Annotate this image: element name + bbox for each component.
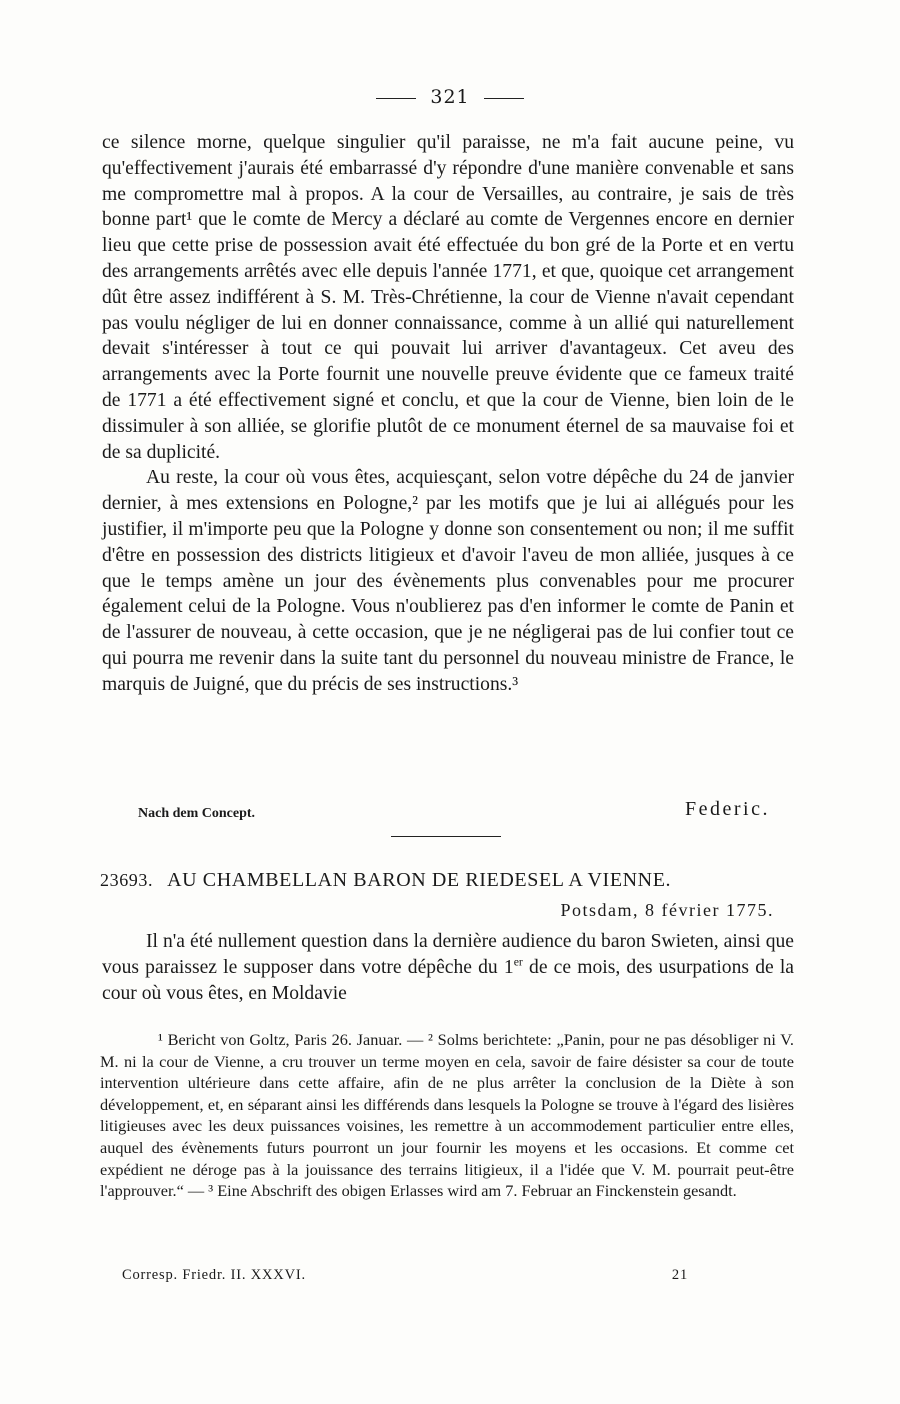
document-text-end: de ce mois, des usurpations de la cour où vous êtes, en Moldavie — [102, 956, 794, 1004]
signer-name: Federic. — [685, 798, 770, 820]
document-text-start: Il n'a été nullement question dans la dernière audience du baron Swieten, ainsi que vous paraissez le supposer dans votre dépêche du — [102, 931, 794, 978]
footnotes — [100, 1029, 794, 1202]
document-number: 23693. — [100, 870, 154, 890]
header-dash-left — [376, 98, 416, 99]
page-number: 321 — [430, 86, 470, 108]
paragraph-1: ce silence morne, quelque singulier qu'il paraisse, ne m'a fait aucune peine, vu qu'effectivement j'aurais été embarrassé d'y répondre d'une manière convenable et sans me compromettre mal à propos. A la cour de Versailles, au contraire, je sais de très bonne part¹ que le comte de Mercy a déclaré au comte de Vergennes encore en dernier lieu que cette prise de possession avait été effectuée du bon gré de la Porte et en vertu des arrangements arrêtés avec elle depuis l'année 1771, et que, quoique cet arrangement dût être assez indifférent à S. M. Très-Chrétienne, la cour de Vienne n'avait cependant pas voulu négliger de lui en donner connaissance, comme à un allié qui naturellement devait s'intéresser à tout ce qui pouvait lui arriver d'avantageux. Cet aveu des arrangements avec la Porte fournit une nouvelle preuve évidente que ce fameux traité de 1771 a été effectivement signé et conclu, et que la cour de Vienne, bien loin de le dissimuler à son alliée, se glorifie plutôt de ce monument éternel de sa mauvaise foi et de sa duplicité. — [102, 132, 794, 463]
page-footer — [122, 1267, 688, 1284]
header-dash-right — [484, 98, 524, 99]
main-text — [102, 130, 794, 698]
section-divider — [391, 836, 501, 837]
paragraph-2: Au reste, la cour où vous êtes, acquiesçant, selon votre dépêche du 24 de janvier dernier, à mes extensions en Pologne,² par les motifs que je lui ai allégués pour les justifier, il m'importe peu que la Pologne y donne son consentement ou non; il me suffit d'être en possession des districts litigieux et d'avoir l'aveu de mon alliée, jusques à ce que le temps amène un jour des évènements plus convenables pour me procurer également celui de la Pologne. Vous n'oublierez pas d'en informer le comte de Panin et de l'assurer de nouveau, à cette occasion, que je ne négligerai pas de lui confier tout ce qui pourra me revenir dans la suite tant du personnel du nouveau ministre de France, le marquis de Juigné, que du précis de ses instructions.³ — [102, 467, 794, 695]
volume-reference: Corresp. Friedr. II. XXXVI. — [122, 1267, 306, 1283]
document-heading — [100, 869, 794, 892]
signature-mark: 21 — [671, 1267, 688, 1283]
document-text-ordinal-number: 1 — [503, 956, 514, 978]
dateline: Potsdam, 8 février 1775. — [560, 900, 774, 920]
document-text-ordinal-suffix: er — [513, 955, 523, 969]
document-paragraph — [102, 929, 794, 1006]
document-text — [102, 929, 794, 1006]
page-header — [0, 86, 900, 108]
document-title: AU CHAMBELLAN BARON DE RIEDESEL A VIENNE. — [167, 869, 672, 891]
source-note: Nach dem Concept. — [138, 806, 256, 821]
footnote-text: ¹ Bericht von Goltz, Paris 26. Januar. — ² Solms berichtete: „Panin, pour ne pas désobliger ni V. M. ni la cour de Vienne, a cru trouver un terme moyen en cela, savoir de faire désister sa cour de toute intervention ultérieure dans cette affaire, afin de ne plus arrêter la conclusion de la Diète à son développement, et, en séparant ainsi les différends dans lesquels la Pologne se trouve à l'égard des lisières litigieuses avec les deux puissances voisines, les remettre à un accommodement particulier entre elles, auquel des évènements futurs pourront un jour fournir les moyens et les occasions. Et comme cet expédient ne déroge pas à la jouissance des terrains litigieux, il a l'idée que V. M. pourrait peut-être l'approuver.“ — ³ Eine Abschrift des obigen Erlasses wird am 7. Februar an Finckenstein gesandt. — [100, 1030, 794, 1201]
